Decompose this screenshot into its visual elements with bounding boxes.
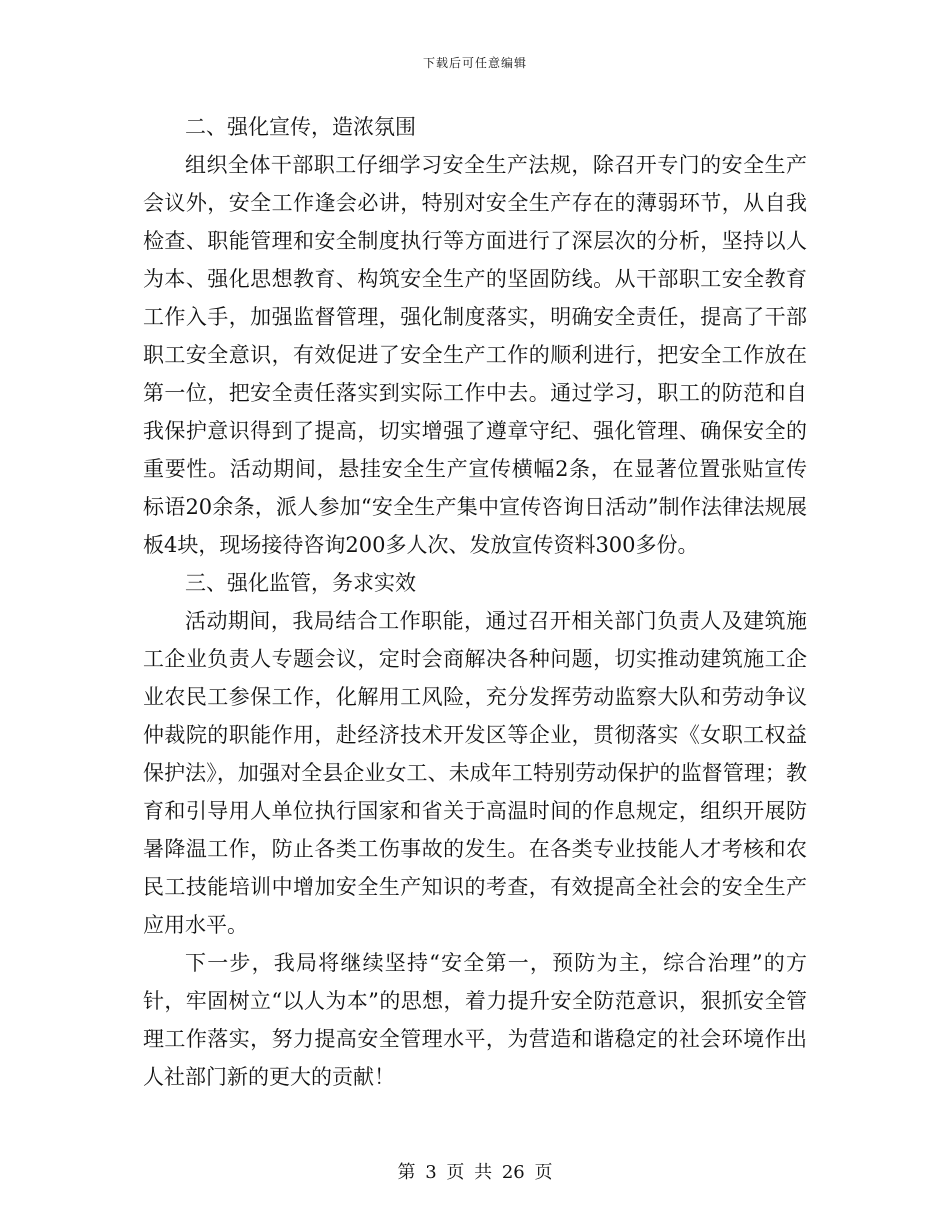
paragraph-supervision: 活动期间，我局结合工作职能，通过召开相关部门负责人及建筑施工企业负责人专题会议，定时会商解决各种问题，切实推动建筑施工企业农民工参保工作，化解用工风险，充分发挥劳动监察大队和劳动争议仲裁院的职能作用，赴经济技术开发区等企业，贯彻落实《女职工权益保护法》，加强对全县企业女工、未成年工特别劳动保护的监督管理；教育和引导用人单位执行国家和省关于高温时间的作息规定，组织开展防暑降温工作，防止各类工伤事故的发生。在各类专业技能人才考核和农民工技能培训中增加安全生产知识的考查，有效提高全社会的安全生产应用水平。 bbox=[143, 609, 807, 937]
paragraph-next-steps: 下一步，我局将继续坚持“安全第一，预防为主，综合治理”的方针，牢固树立“以人为本”的思想，着力提升安全防范意识，狠抓安全管理工作落实，努力提高安全管理水平，为营造和谐稳定的社会环境作出人社部门新的更大的贡献！ bbox=[143, 951, 807, 1089]
page-number: 第 3 页 共 26 页 bbox=[397, 1162, 553, 1183]
paragraph-publicity: 组织全体干部职工仔细学习安全生产法规，除召开专门的安全生产会议外，安全工作逢会必讲，特别对安全生产存在的薄弱环节，从自我检查、职能管理和安全制度执行等方面进行了深层次的分析，坚持以人为本、强化思想教育、构筑安全生产的坚固防线。从干部职工安全教育工作入手，加强监督管理，强化制度落实，明确安全责任，提高了干部职工安全意识，有效促进了安全生产工作的顺利进行，把安全工作放在第一位，把安全责任落实到实际工作中去。通过学习，职工的防范和自我保护意识得到了提高，切实增强了遵章守纪、强化管理、确保安全的重要性。活动期间，悬挂安全生产宣传横幅2条，在显著位置张贴宣传标语20余条，派人参加“安全生产集中宣传咨询日活动”制作法律法规展板4块，现场接待咨询200多人次、发放宣传资料300多份。 bbox=[143, 153, 807, 557]
document-body bbox=[143, 108, 807, 1096]
section-heading-publicity: 二、强化宣传，造浓氛围 bbox=[185, 115, 416, 139]
page-header-note: 下载后可任意编辑 bbox=[422, 56, 527, 70]
section-heading-supervision: 三、强化监管，务求实效 bbox=[185, 571, 416, 595]
